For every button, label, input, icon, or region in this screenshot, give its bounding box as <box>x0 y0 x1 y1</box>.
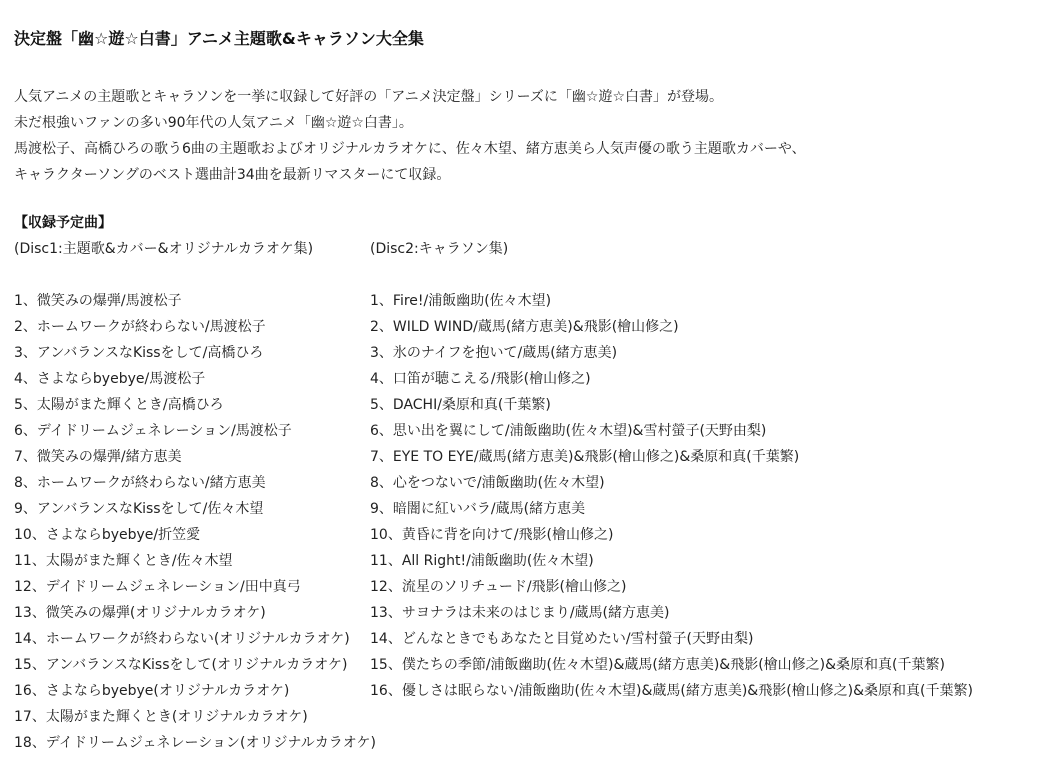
list-item: 9、暗闇に紅いバラ/蔵馬(緒方恵美 <box>370 501 586 517</box>
intro-text <box>14 84 806 188</box>
list-item: 2、WILD WIND/蔵馬(緒方恵美)&飛影(檜山修之) <box>370 319 679 335</box>
disc2-tracklist <box>370 288 973 704</box>
list-item: 5、太陽がまた輝くとき/高橋ひろ <box>14 397 224 413</box>
list-item: 5、DACHI/桑原和真(千葉繁) <box>370 397 551 413</box>
page-title: 決定盤「幽☆遊☆白書」アニメ主題歌&キャラソン大全集 <box>14 29 424 48</box>
list-item: 1、Fire!/浦飯幽助(佐々木望) <box>370 293 552 309</box>
list-item: 10、さよならbyebye/折笠愛 <box>14 527 201 543</box>
list-item: 8、ホームワークが終わらない/緒方恵美 <box>14 475 266 491</box>
list-item: 2、ホームワークが終わらない/馬渡松子 <box>14 319 266 335</box>
list-item: 11、太陽がまた輝くとき/佐々木望 <box>14 553 233 569</box>
list-item: 4、さよならbyebye/馬渡松子 <box>14 371 206 387</box>
spacer <box>14 262 376 288</box>
list-item: 9、アンバランスなKissをして/佐々木望 <box>14 501 264 517</box>
list-item: 15、アンバランスなKissをして(オリジナルカラオケ) <box>14 657 348 673</box>
list-item: 16、優しさは眠らない/浦飯幽助(佐々木望)&蔵馬(緒方恵美)&飛影(檜山修之)&桑原和真(千葉繁) <box>370 683 973 699</box>
list-item: 3、氷のナイフを抱いて/蔵馬(緒方恵美) <box>370 345 618 361</box>
list-item: 6、デイドリームジェネレーション/馬渡松子 <box>14 423 292 439</box>
list-item: 16、さよならbyebye(オリジナルカラオケ) <box>14 683 290 699</box>
intro-line: キャラクターソングのベスト選曲計34曲を最新リマスターにて収録。 <box>14 167 451 183</box>
disc2-label: (Disc2:キャラソン集) <box>370 241 509 257</box>
intro-line: 未だ根強いファンの多い90年代の人気アニメ「幽☆遊☆白書」。 <box>14 115 413 131</box>
list-item: 7、微笑みの爆弾/緒方恵美 <box>14 449 182 465</box>
intro-line: 人気アニメの主題歌とキャラソンを一挙に収録して好評の「アニメ決定盤」シリーズに「幽☆遊☆白書」が登場。 <box>14 89 723 105</box>
disc1-label: (Disc1:主題歌&カバー&オリジナルカラオケ集) <box>14 241 314 257</box>
list-item: 12、デイドリームジェネレーション/田中真弓 <box>14 579 301 595</box>
list-item: 13、サヨナラは未来のはじまり/蔵馬(緒方恵美) <box>370 605 670 621</box>
list-item: 4、口笛が聴こえる/飛影(檜山修之) <box>370 371 591 387</box>
disc2-column <box>370 236 973 704</box>
list-item: 18、デイドリームジェネレーション(オリジナルカラオケ) <box>14 735 376 751</box>
list-item: 17、太陽がまた輝くとき(オリジナルカラオケ) <box>14 709 308 725</box>
intro-line: 馬渡松子、高橋ひろの歌う6曲の主題歌およびオリジナルカラオケに、佐々木望、緒方恵美ら人気声優の歌う主題歌カバーや、 <box>14 141 806 157</box>
list-item: 6、思い出を翼にして/浦飯幽助(佐々木望)&雪村螢子(天野由梨) <box>370 423 767 439</box>
disc1-column <box>14 236 376 756</box>
list-item: 11、All Right!/浦飯幽助(佐々木望) <box>370 553 594 569</box>
list-item: 12、流星のソリチュード/飛影(檜山修之) <box>370 579 627 595</box>
tracklist-heading: 【収録予定曲】 <box>14 215 112 231</box>
list-item: 13、微笑みの爆弾(オリジナルカラオケ) <box>14 605 266 621</box>
list-item: 8、心をつないで/浦飯幽助(佐々木望) <box>370 475 605 491</box>
list-item: 1、微笑みの爆弾/馬渡松子 <box>14 293 182 309</box>
list-item: 15、僕たちの季節/浦飯幽助(佐々木望)&蔵馬(緒方恵美)&飛影(檜山修之)&桑原和真(千葉繁) <box>370 657 945 673</box>
list-item: 14、どんなときでもあなたと目覚めたい/雪村螢子(天野由梨) <box>370 631 754 647</box>
spacer <box>370 262 973 288</box>
list-item: 14、ホームワークが終わらない(オリジナルカラオケ) <box>14 631 350 647</box>
list-item: 10、黄昏に背を向けて/飛影(檜山修之) <box>370 527 614 543</box>
list-item: 7、EYE TO EYE/蔵馬(緒方恵美)&飛影(檜山修之)&桑原和真(千葉繁) <box>370 449 800 465</box>
disc1-tracklist <box>14 288 376 756</box>
list-item: 3、アンバランスなKissをして/高橋ひろ <box>14 345 264 361</box>
